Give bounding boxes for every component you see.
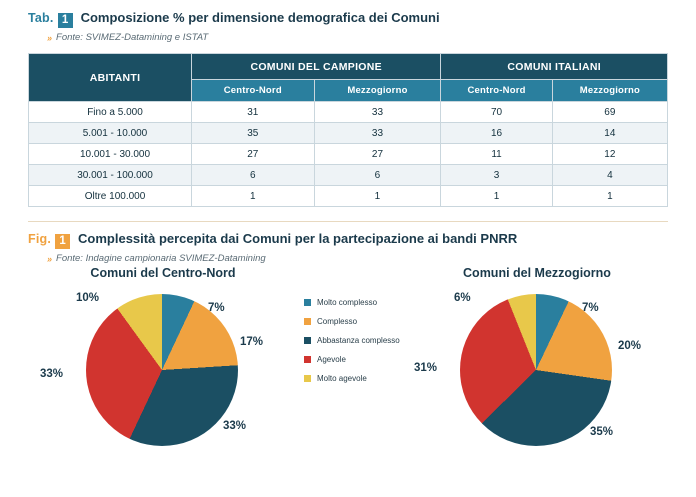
legend-label: Complesso — [317, 317, 358, 326]
chart-title-centro-nord: Comuni del Centro-Nord — [90, 266, 236, 280]
cell-value: 1 — [552, 186, 667, 207]
row-label: 10.001 - 30.000 — [29, 144, 192, 165]
legend-item — [304, 336, 400, 345]
table-header — [0, 0, 696, 27]
cell-value: 33 — [314, 123, 441, 144]
table-row — [29, 165, 668, 186]
cell-value: 4 — [552, 165, 667, 186]
pie-label: 10% — [76, 292, 100, 304]
legend-swatch-icon — [304, 375, 311, 382]
chart-mezzogiorno — [392, 266, 682, 445]
table-row — [29, 186, 668, 207]
cell-value: 27 — [192, 144, 315, 165]
cell-value: 31 — [192, 102, 315, 123]
pie-label: 20% — [618, 340, 642, 352]
cell-value: 35 — [192, 123, 315, 144]
row-label: 5.001 - 10.000 — [29, 123, 192, 144]
figure-source-text: Fonte: Indagine campionaria SVIMEZ-Datamining — [56, 253, 266, 264]
table-source — [0, 27, 696, 43]
legend-label: Molto agevole — [317, 374, 367, 383]
cell-value: 14 — [552, 123, 667, 144]
pie-chart-centro-nord — [86, 294, 238, 446]
table-number-badge: 1 — [58, 13, 73, 28]
cell-value: 69 — [552, 102, 667, 123]
pie-label: 7% — [582, 302, 599, 314]
table-source-text: Fonte: SVIMEZ-Datamining e ISTAT — [56, 32, 209, 43]
header-comuni-campione: COMUNI DEL CAMPIONE — [192, 54, 441, 80]
cell-value: 1 — [192, 186, 315, 207]
subheader-italiani-mezzogiorno: Mezzogiorno — [552, 80, 667, 102]
pie-label: 33% — [223, 420, 247, 432]
legend-swatch-icon — [304, 356, 311, 363]
legend-swatch-icon — [304, 337, 311, 344]
legend-item — [304, 374, 396, 383]
header-comuni-italiani: COMUNI ITALIANI — [441, 54, 668, 80]
legend-item — [304, 355, 396, 364]
cell-value: 27 — [314, 144, 441, 165]
pie-label: 35% — [590, 426, 614, 438]
cell-value: 6 — [192, 165, 315, 186]
cell-value: 1 — [314, 186, 441, 207]
cell-value: 33 — [314, 102, 441, 123]
cell-value: 12 — [552, 144, 667, 165]
composition-table — [28, 53, 668, 207]
row-label: Oltre 100.000 — [29, 186, 192, 207]
cell-value: 3 — [441, 165, 552, 186]
row-label: Fino a 5.000 — [29, 102, 192, 123]
source-marker-icon: » — [47, 253, 52, 264]
table-tag: Tab. — [28, 11, 54, 25]
pie-wrap-centro-nord — [18, 280, 308, 445]
cell-value: 6 — [314, 165, 441, 186]
row-label: 30.001 - 100.000 — [29, 165, 192, 186]
source-marker-icon: » — [47, 32, 52, 43]
legend-label: Agevole — [317, 355, 346, 364]
figure-source — [0, 248, 696, 264]
legend-item — [304, 298, 396, 307]
charts-area — [0, 266, 696, 466]
figure-title: Complessità percepita dai Comuni per la partecipazione ai bandi PNRR — [78, 231, 518, 246]
cell-value: 11 — [441, 144, 552, 165]
table-title: Composizione % per dimensione demografica dei Comuni — [80, 10, 440, 25]
legend-label: Molto complesso — [317, 298, 378, 307]
pie-label: 6% — [454, 292, 471, 304]
chart-legend — [304, 298, 400, 393]
legend-item — [304, 317, 396, 326]
subheader-campione-mezzogiorno: Mezzogiorno — [314, 80, 441, 102]
cell-value: 70 — [441, 102, 552, 123]
table-row — [29, 102, 668, 123]
subheader-italiani-centro-nord: Centro-Nord — [441, 80, 552, 102]
chart-title-mezzogiorno: Comuni del Mezzogiorno — [463, 266, 611, 280]
pie-chart-mezzogiorno — [460, 294, 612, 446]
legend-label: Abbastanza complesso — [317, 336, 400, 345]
chart-centro-nord — [18, 266, 308, 445]
figure-tag: Fig. — [28, 232, 52, 246]
figure-header — [0, 222, 696, 248]
cell-value: 1 — [441, 186, 552, 207]
cell-value: 16 — [441, 123, 552, 144]
table-row — [29, 123, 668, 144]
table-group-header-row — [29, 54, 668, 80]
pie-wrap-mezzogiorno — [392, 280, 682, 445]
legend-swatch-icon — [304, 318, 311, 325]
figure-number-badge: 1 — [55, 234, 70, 249]
pie-label: 17% — [240, 336, 264, 348]
legend-swatch-icon — [304, 299, 311, 306]
pie-label: 33% — [40, 368, 64, 380]
pie-label: 31% — [414, 362, 438, 374]
pie-label: 7% — [208, 302, 225, 314]
header-abitanti: ABITANTI — [29, 54, 192, 102]
table-row — [29, 144, 668, 165]
subheader-campione-centro-nord: Centro-Nord — [192, 80, 315, 102]
